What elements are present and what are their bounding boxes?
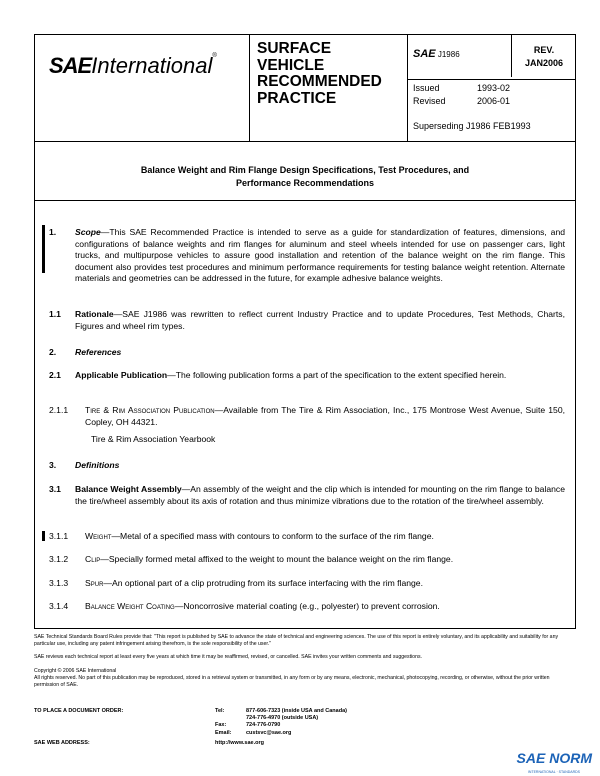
email-label: Email:: [215, 730, 232, 736]
section-number: 3.1: [49, 484, 61, 494]
section-number: 3.1.4: [49, 601, 69, 611]
tel-inside: 877-606-7323 (inside USA and Canada): [246, 708, 347, 714]
section-number: 1.: [49, 227, 57, 237]
web-link[interactable]: http://www.sae.org: [215, 740, 264, 746]
section-clip: Clip—Specially formed metal affixed to the weight to mount the balance weight on the rim flange.: [85, 554, 454, 564]
issued-label: Issued: [413, 83, 440, 93]
revised-date: 2006-01: [477, 96, 511, 106]
footer-rules: SAE Technical Standards Board Rules provide that: "This report is published by SAE to advance the state of technical and engineering sciences. The use of this report is entirely voluntary, and its applicability and suitability for any particular use, including any patent infringement arising therefrom, is the sole responsibility of the user.": [34, 634, 559, 647]
section-balance-weight-assembly: Balance Weight Assembly—An assembly of the weight and the clip which is intended for mounting on the rim flange to balance the tire/wheel assembly about its axis of rotation and thus minimize vibrations due to the rotation of the tire/wheel assembly.: [75, 484, 565, 506]
document-type: SURFACE VEHICLE RECOMMENDED PRACTICE: [257, 40, 382, 107]
revised-label: Revised: [413, 96, 446, 106]
section-number: 3.1.1: [49, 531, 69, 541]
superseding: Superseding J1986 FEB1993: [413, 121, 531, 131]
section-tire-rim: Tire & Rim Association Publication—Available from The Tire & Rim Association, Inc., 175 Montrose West Avenue, Suite 150, Copley, OH 44321.: [85, 405, 566, 427]
section-number: 3.: [49, 460, 57, 470]
sae-norm-stamp-sub: INTERNATIONAL · STANDARDS: [527, 770, 580, 774]
fax-number: 724-776-0790: [246, 722, 281, 728]
section-coating: Balance Weight Coating—Noncorrosive material coating (e.g., polyester) to prevent corrosion.: [85, 601, 440, 611]
section-number: 2.1.1: [49, 405, 69, 415]
tel-outside: 724-776-4970 (outside USA): [246, 715, 319, 721]
section-definitions: Definitions: [75, 460, 120, 470]
section-spur: Spur—An optional part of a clip protruding from its surface interfacing with the rim flange.: [85, 578, 423, 588]
document-body: [34, 201, 576, 629]
sae-logo: SAEInternational®: [49, 53, 217, 78]
order-label: TO PLACE A DOCUMENT ORDER:: [34, 708, 124, 714]
footer-rights: All rights reserved. No part of this publication may be reproduced, stored in a retrieval system or transmitted, in any form or by any means, electronic, mechanical, photocopying, recording, or otherwise, without the prior written permission of SAE.: [34, 675, 550, 688]
issued-date: 1993-02: [477, 83, 511, 93]
tire-rim-yearbook: Tire & Rim Association Yearbook: [91, 434, 216, 444]
tel-label: Tel:: [215, 708, 225, 714]
section-number: 3.1.2: [49, 554, 69, 564]
section-rationale: Rationale—SAE J1986 was rewritten to reflect current Industry Practice and to update Procedures, Test Methods, Charts, Figures and wheel rim types.: [75, 309, 565, 331]
footer-review: SAE reviews each technical report at least every five years at which time it may be reaffirmed, revised, or cancelled. SAE invites your written comments and suggestions.: [34, 654, 422, 660]
section-number: 1.1: [49, 309, 61, 319]
change-bar: [42, 225, 45, 273]
fax-label: Fax:: [215, 722, 227, 728]
section-number: 2.: [49, 347, 57, 357]
change-bar: [42, 531, 45, 541]
sae-norm-stamp: SAE NORM: [516, 750, 592, 766]
section-weight: Weight—Metal of a specified mass with contours to conform to the surface of the rim flange.: [85, 531, 434, 541]
section-number: 3.1.3: [49, 578, 69, 588]
section-references: References: [75, 347, 122, 357]
document-header: [34, 34, 576, 142]
email-link[interactable]: custsvc@sae.org: [246, 730, 292, 736]
footer-copyright: Copyright © 2006 SAE International: [34, 668, 117, 674]
section-scope: Scope—This SAE Recommended Practice is intended to serve as a guide for standardization of features, dimensions, and configurations of balance weights and rim flanges for aluminum and steel wheels intended for use on passenger cars, light trucks, and multipurpose vehicles to assure good installation and retention of the balance weight on the rim flange. This document also provides test procedures and minimum performance requirements for testing balance weight retention. Alternate materials and geometries can be addressed in the future, for example adhesive balance weights.: [75, 227, 565, 283]
document-title: Balance Weight and Rim Flange Design Specifications, Test Procedures, and Performance Recommendations: [140, 165, 470, 188]
section-applicable-publication: Applicable Publication—The following publication forms a part of the specification to the extent specified herein.: [75, 370, 507, 380]
section-number: 2.1: [49, 370, 61, 380]
title-box: [34, 141, 576, 201]
web-label: SAE WEB ADDRESS:: [34, 740, 90, 746]
document-id: SAE J1986: [413, 48, 460, 60]
revision: REV. JAN2006: [524, 45, 564, 68]
